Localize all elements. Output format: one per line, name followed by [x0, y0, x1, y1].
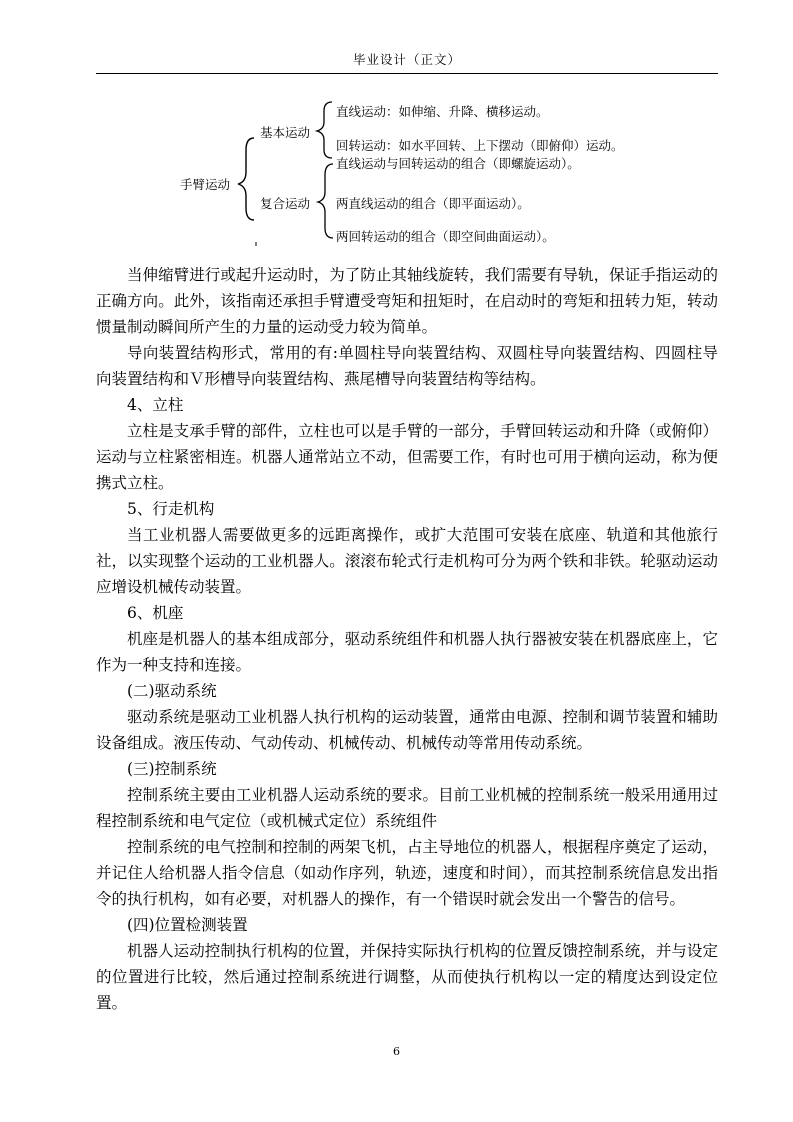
- compound-motion-label: 复合运动: [260, 196, 311, 211]
- paragraph-guide-structure: 导向装置结构形式，常用的有:单圆柱导向装置结构、双圆柱导向装置结构、四圆柱导向装置结构和Ｖ形槽导向装置结构、燕尾槽导向装置结构等结构。: [96, 344, 718, 388]
- body-text: [96, 262, 718, 1016]
- paragraph-drive: 驱动系统是驱动工业机器人执行机构的运动装置，通常由电源、控制和调节装置和辅助设备组成。液压传动、气动传动、机械传动、机械传动等常用传动系统。: [96, 708, 718, 752]
- basic-item-linear: 直线运动：如伸缩、升降、横移运动。: [336, 104, 549, 119]
- paragraph-base: 机座是机器人的基本组成部分，驱动系统组件和机器人执行器被安装在机器底座上，它作为一种支持和连接。: [96, 630, 718, 674]
- section-heading-base: 6、机座: [127, 604, 184, 622]
- page-header: 毕业设计（正文）: [352, 52, 461, 67]
- section-heading-drive: (二)驱动系统: [127, 682, 217, 700]
- section-heading-position: (四)位置检测装置: [127, 916, 248, 934]
- root-label: 手臂运动: [180, 177, 231, 192]
- compound-item-planar: 两直线运动的组合（即平面运动）。: [336, 196, 530, 211]
- basic-item-rotary: 回转运动：如水平回转、上下摆动（即俯仰）运动。: [336, 138, 624, 153]
- basic-brace: [317, 102, 332, 158]
- compound-brace: [318, 164, 333, 238]
- arm-motion-classification-diagram: [170, 96, 670, 256]
- section-heading-column: 4、立柱: [127, 396, 184, 414]
- compound-item-spatial: 两回转运动的组合（即空间曲面运动）。: [336, 229, 555, 244]
- compound-item-spiral: 直线运动与回转运动的组合（即螺旋运动）。: [336, 156, 580, 171]
- paragraph-position: 机器人运动控制执行机构的位置，并保持实际执行机构的位置反馈控制系统，并与设定的位置进行比较，然后通过控制系统进行调整，从而使执行机构以一定的精度达到设定位置。: [96, 942, 718, 1012]
- paragraph-walking: 当工业机器人需要做更多的远距离操作，或扩大范围可安装在底座、轨道和其他旅行社，以实现整个运动的工业机器人。滚滚布轮式行走机构可分为两个铁和非铁。轮驱动运动应增设机械传动装置。: [96, 526, 718, 596]
- root-brace: [238, 138, 254, 220]
- section-heading-walking: 5、行走机构: [127, 500, 215, 518]
- basic-motion-label: 基本运动: [260, 125, 311, 140]
- paragraph-guide-rail: 当伸缩臂进行或起升运动时，为了防止其轴线旋转，我们需要有导轨，保证手指运动的正确方向。此外，该指南还承担手臂遭受弯矩和扭矩时，在启动时的弯矩和扭转力矩，转动惯量制动瞬间所产生的力量的运动受力较为简单。: [96, 266, 718, 336]
- section-heading-control: (三)控制系统: [127, 760, 217, 778]
- paragraph-column: 立柱是支承手臂的部件，立柱也可以是手臂的一部分，手臂回转运动和升降（或俯仰）运动与立柱紧密相连。机器人通常站立不动，但需要工作，有时也可用于横向运动，称为便携式立柱。: [96, 422, 718, 492]
- paragraph-control-1: 控制系统主要由工业机器人运动系统的要求。目前工业机械的控制系统一般采用通用过程控制系统和电气定位（或机械式定位）系统组件: [96, 786, 718, 830]
- paragraph-control-2: 控制系统的电气控制和控制的两架飞机，占主导地位的机器人，根据程序奠定了运动，并记住人给机器人指令信息（如动作序列，轨迹，速度和时间），而其控制系统信息发出指令的执行机构，如有必要，对机器人的操作，有一个错误时就会发出一个警告的信号。: [96, 838, 718, 908]
- header-divider: [96, 73, 718, 74]
- page-number: 6: [393, 1045, 400, 1058]
